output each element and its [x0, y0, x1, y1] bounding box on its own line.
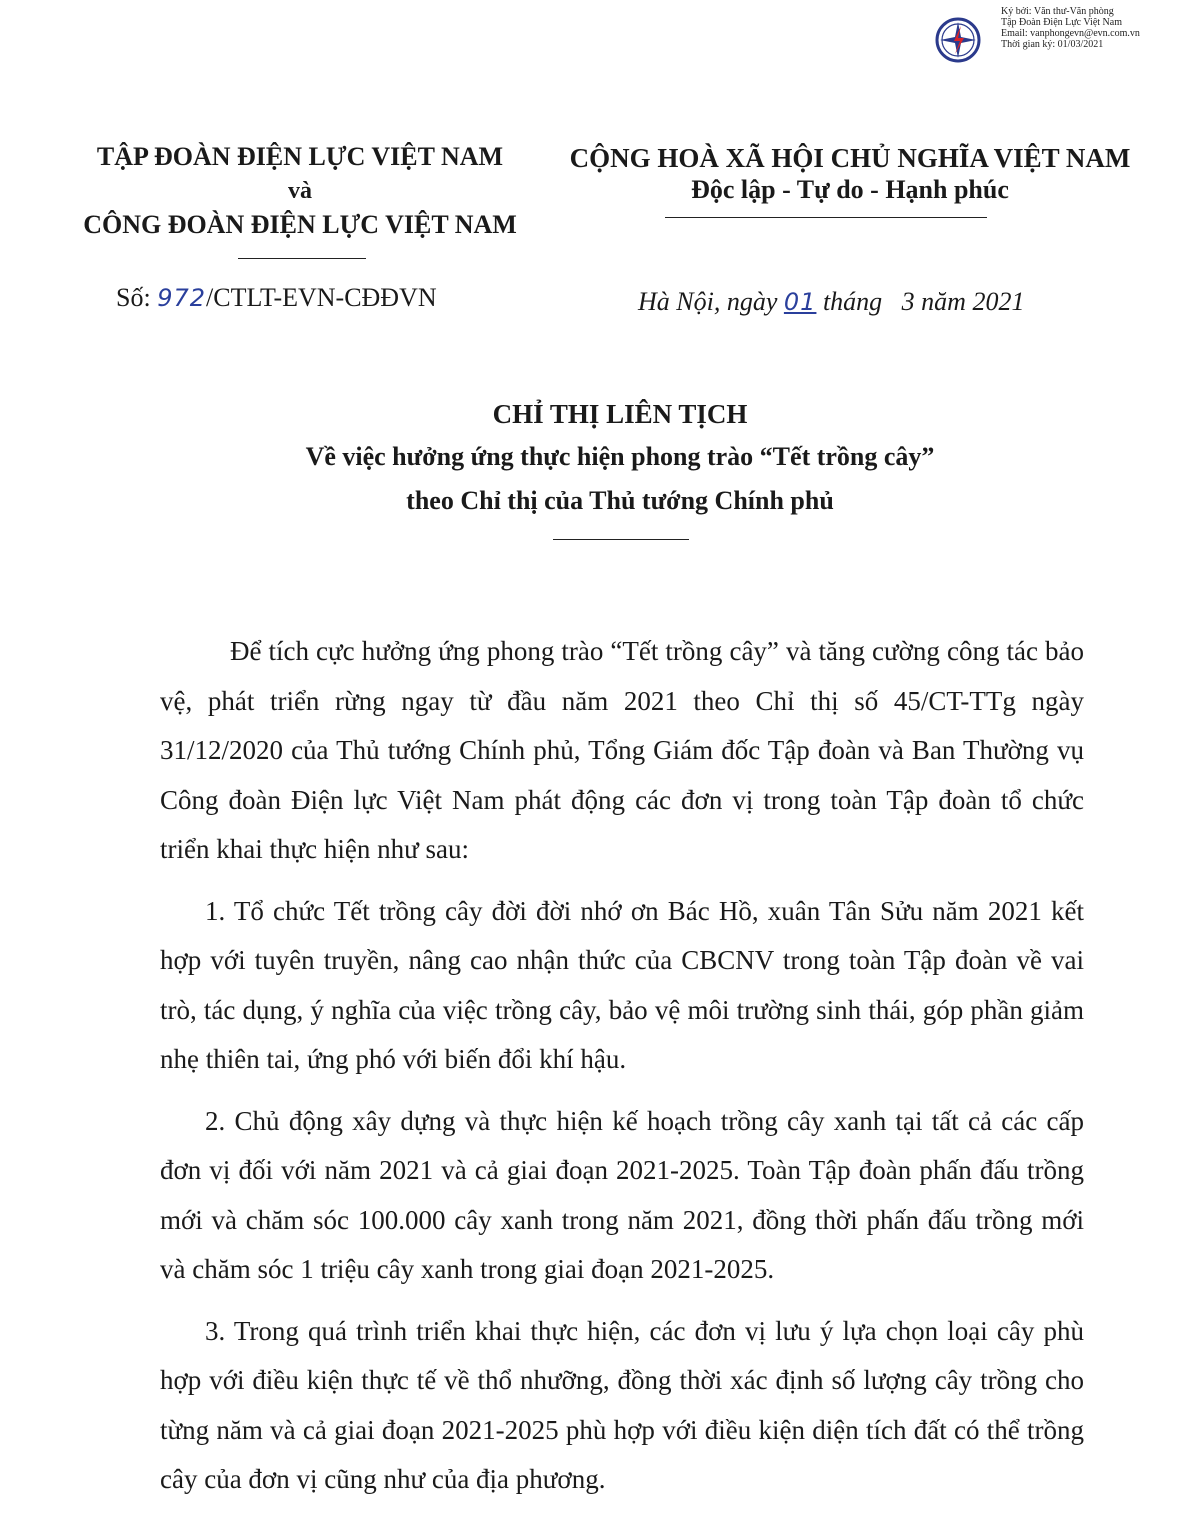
- nation-name: CỘNG HOÀ XÃ HỘI CHỦ NGHĨA VIỆT NAM: [569, 143, 1131, 173]
- title-subtitle-2: theo Chỉ thị của Thủ tướng Chính phủ: [406, 486, 834, 515]
- issuer-line-2: CÔNG ĐOÀN ĐIỆN LỰC VIỆT NAM: [83, 210, 517, 239]
- issuer-line-1: TẬP ĐOÀN ĐIỆN LỰC VIỆT NAM: [96, 142, 504, 171]
- date-day-handwritten: 01: [783, 288, 817, 316]
- evn-logo-icon: [934, 16, 982, 64]
- signed-by: Ký bởi: Văn thư-Văn phòng: [1001, 6, 1114, 17]
- signed-email: Email: vanphongevn@evn.com.vn: [1001, 28, 1140, 39]
- body-item-3: 3. Trong quá trình triển khai thực hiện, các đơn vị lưu ý lựa chọn loại cây phù hợp với điều kiện thực tế về thổ nhưỡng, đồng thời xác định số lượng cây trồng cho từng năm và cả giai đoạn 2021-2025 phù hợp với điều kiện diện tích đất có thể trồng cây của đơn vị cũng như của địa phương.: [160, 1315, 1084, 1494]
- title-main: CHỈ THỊ LIÊN TỊCH: [492, 399, 748, 429]
- date-month-year: tháng 3 năm 2021: [816, 287, 1025, 316]
- signature-info: [1001, 6, 1140, 50]
- issuer-divider: [238, 258, 366, 259]
- issuer-block: [55, 140, 545, 242]
- title-subtitle-1: Về việc hưởng ứng thực hiện phong trào “Tết trồng cây”: [305, 442, 935, 471]
- motto-divider: [665, 217, 987, 218]
- body-item-2: 2. Chủ động xây dựng và thực hiện kế hoạch trồng cây xanh tại tất cả các cấp đơn vị đối với năm 2021 và cả giai đoạn 2021-2025. Toàn Tập đoàn phấn đấu trồng mới và chăm sóc 100.000 cây xanh trong năm 2021, đồng thời phấn đấu trồng mới và chăm sóc 1 triệu cây xanh trong giai đoạn 2021-2025.: [160, 1105, 1084, 1284]
- body-intro: Để tích cực hưởng ứng phong trào “Tết trồng cây” và tăng cường công tác bảo vệ, phát triển rừng ngay từ đầu năm 2021 theo Chỉ thị số 45/CT-TTg ngày 31/12/2020 của Thủ tướng Chính phủ, Tổng Giám đốc Tập đoàn và Ban Thường vụ Công đoàn Điện lực Việt Nam phát động các đơn vị trong toàn Tập đoàn tổ chức triển khai thực hiện như sau:: [160, 636, 1084, 864]
- document-date: [638, 287, 1024, 317]
- document-number-code: /CTLT-EVN-CĐĐVN: [206, 283, 437, 312]
- document-number-label: Số:: [116, 283, 158, 312]
- document-title: [120, 393, 1120, 523]
- issuer-conjunction: và: [288, 178, 312, 204]
- signed-time: Thời gian ký: 01/03/2021: [1001, 39, 1104, 50]
- document-number-handwritten: 972: [157, 284, 206, 312]
- body-item-1: 1. Tổ chức Tết trồng cây đời đời nhớ ơn Bác Hồ, xuân Tân Sửu năm 2021 kết hợp với tuyên truyền, nâng cao nhận thức của CBCNV trong toàn Tập đoàn về vai trò, tác dụng, ý nghĩa của việc trồng cây, bảo vệ môi trường sinh thái, góp phần giảm nhẹ thiên tai, ứng phó với biến đổi khí hậu.: [160, 895, 1084, 1074]
- signed-organization: Tập Đoàn Điện Lực Việt Nam: [1001, 17, 1122, 28]
- document-body: [160, 627, 1084, 1517]
- national-motto: Độc lập - Tự do - Hạnh phúc: [691, 175, 1009, 204]
- national-header: [555, 141, 1145, 205]
- title-divider: [553, 539, 689, 540]
- document-number: [116, 283, 437, 313]
- date-prefix: Hà Nội, ngày: [638, 287, 784, 316]
